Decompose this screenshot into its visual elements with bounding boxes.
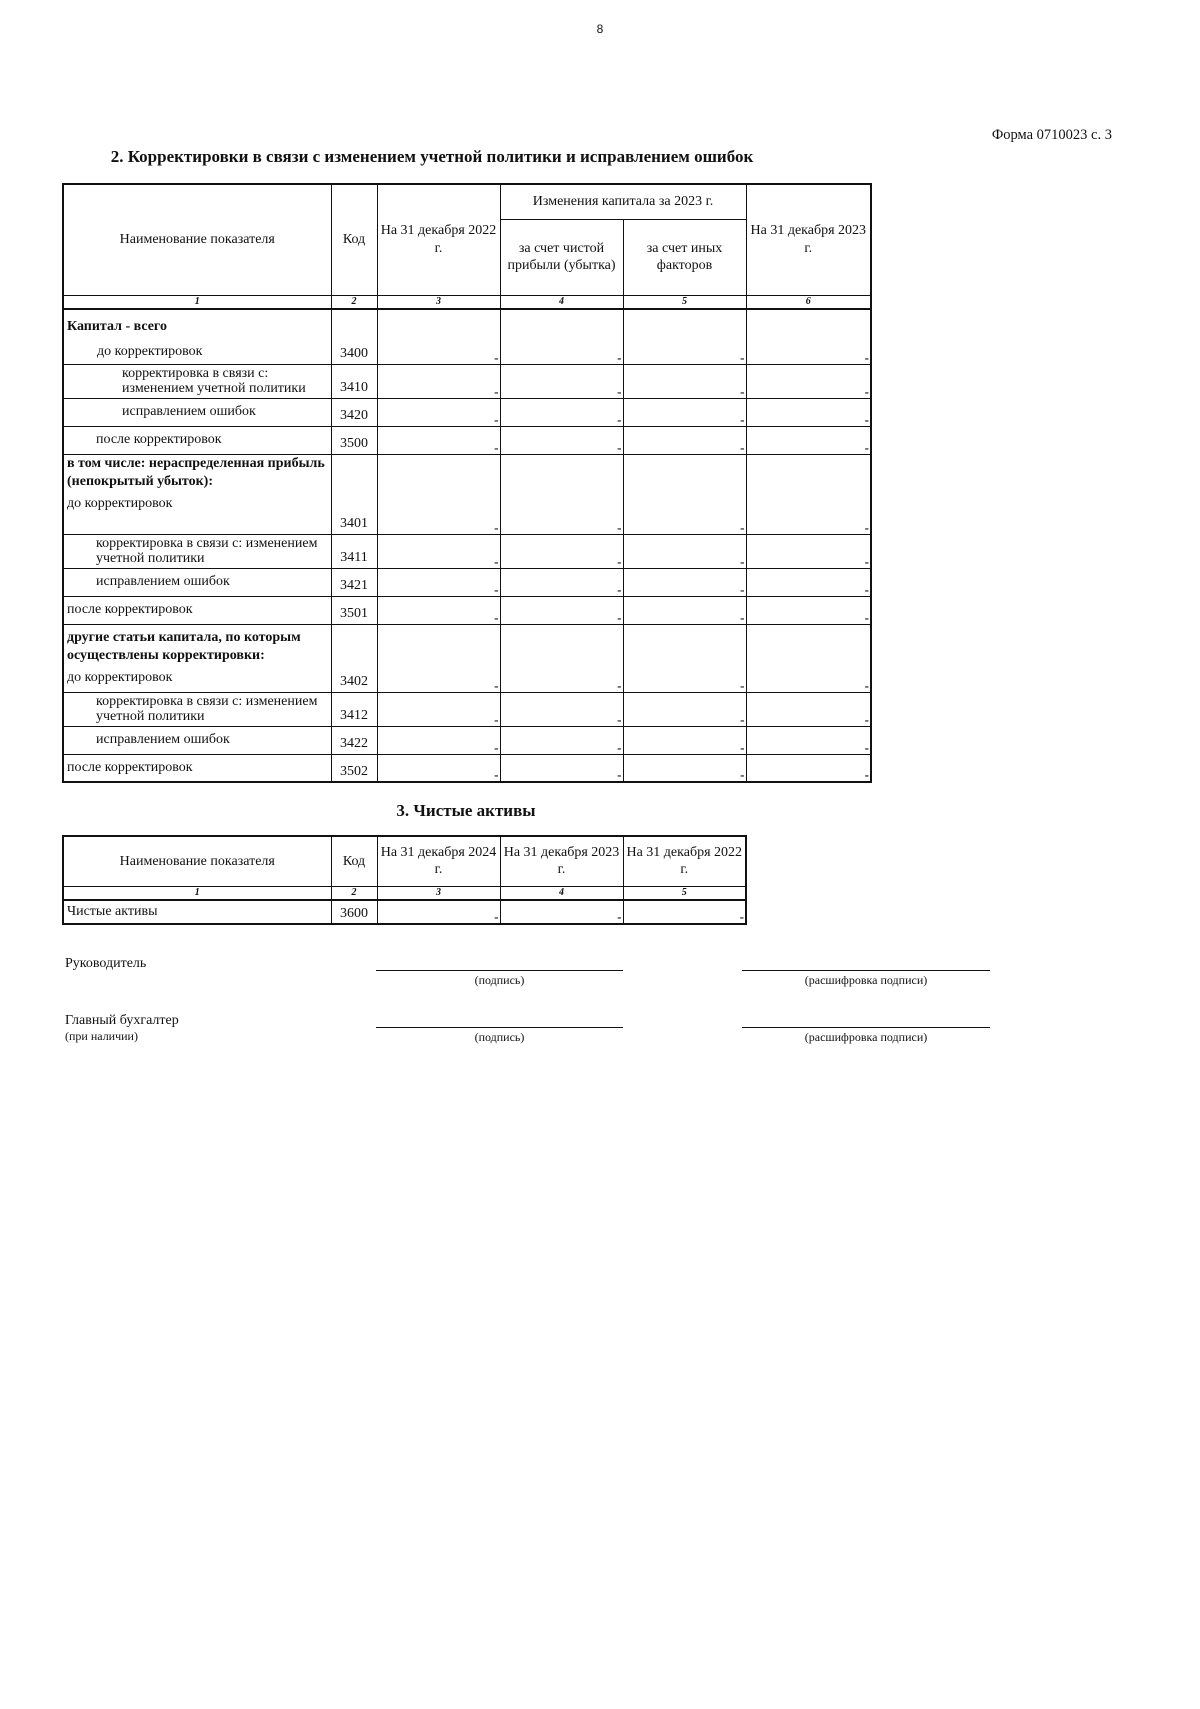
form-reference: Форма 0710023 с. 3 [991,127,1112,143]
cell-value: - [500,309,623,364]
cell-value: - [377,692,500,726]
column-number: 2 [331,295,377,309]
row-code: 3420 [331,398,377,426]
row-code: 3400 [331,309,377,364]
header-other-factors: за счет иных факторов [623,219,746,295]
cell-value: - [500,692,623,726]
cell-value: - [746,364,871,398]
cell-value: - [500,596,623,624]
cell-value: - [746,426,871,454]
corrections-table [62,183,872,783]
cell-value: - [377,900,500,924]
column-numbers-row [63,295,871,309]
header-dec-2023: На 31 декабря 2023 г. [500,836,623,886]
row-label: до корректировок [67,496,173,512]
cell-value: - [500,726,623,754]
cell-value: - [377,596,500,624]
header-dec-2023: На 31 декабря 2023 г. [746,184,871,295]
column-number: 4 [500,295,623,309]
table-row [63,309,871,364]
cell-value: - [623,754,746,782]
cell-value: - [377,426,500,454]
row-code: 3600 [331,900,377,924]
cell-value: - [377,754,500,782]
cell-value: - [623,568,746,596]
table-row [63,900,746,924]
row-label: исправлением ошибок [63,568,331,596]
cell-value: - [623,900,746,924]
cell-value: - [623,726,746,754]
row-code: 3502 [331,754,377,782]
decoding-caption: (расшифровка подписи) [804,973,928,987]
row-label: исправлением ошибок [63,398,331,426]
cell-value: - [623,624,746,692]
header-net-profit: за счет чистой прибыли (убытка) [500,219,623,295]
cell-value: - [377,364,500,398]
director-decoding-line [742,970,990,971]
group-retained-earnings: в том числе: нераспределенная прибыль (непокрытый убыток): [67,455,325,489]
row-label: корректировка в связи с: изменением учетной политики [63,364,331,398]
table-row [63,692,871,726]
cell-value: - [746,534,871,568]
table-row [63,596,871,624]
table-row [63,754,871,782]
column-number: 3 [377,886,500,900]
group-other-items: другие статьи капитала, по которым осуществлены корректировки: [67,629,301,663]
table-row [63,364,871,398]
cell-value: - [377,398,500,426]
cell-value: - [746,398,871,426]
table-row [63,726,871,754]
row-code: 3402 [331,624,377,692]
cell-value: - [623,454,746,534]
row-code: 3500 [331,426,377,454]
row-label: исправлением ошибок [63,726,331,754]
cell-value: - [377,624,500,692]
signature-caption: (подпись) [474,973,525,987]
column-number: 1 [63,295,331,309]
table-row [63,454,871,534]
table-row [63,426,871,454]
page-number: 8 [596,22,604,36]
column-number: 6 [746,295,871,309]
column-number: 1 [63,886,331,900]
row-code: 3501 [331,596,377,624]
header-code: Код [331,184,377,295]
if-any-note: (при наличии) [65,1029,138,1043]
decoding-caption: (расшифровка подписи) [804,1030,928,1044]
column-number: 5 [623,886,746,900]
accountant-signature-line [376,1027,623,1028]
cell-value: - [500,364,623,398]
table-row [63,398,871,426]
column-numbers-row [63,886,746,900]
cell-value: - [623,309,746,364]
cell-value: - [500,398,623,426]
table-row [63,568,871,596]
accountant-decoding-line [742,1027,990,1028]
column-number: 5 [623,295,746,309]
row-code: 3411 [331,534,377,568]
row-label: корректировка в связи с: изменением учетной политики [63,534,331,568]
header-dec-2024: На 31 декабря 2024 г. [377,836,500,886]
cell-value: - [377,309,500,364]
cell-value: - [377,454,500,534]
cell-value: - [377,726,500,754]
cell-value: - [500,754,623,782]
chief-accountant-label: Главный бухгалтер [65,1013,179,1028]
header-changes-group: Изменения капитала за 2023 г. [500,184,746,219]
cell-value: - [623,398,746,426]
header-dec-2022: На 31 декабря 2022 г. [623,836,746,886]
cell-value: - [623,426,746,454]
cell-value: - [746,726,871,754]
table-row [63,534,871,568]
row-label: до корректировок [67,670,173,686]
column-number: 2 [331,886,377,900]
row-label: после корректировок [63,426,331,454]
cell-value: - [746,692,871,726]
cell-value: - [746,568,871,596]
group-capital-total: Капитал - всего [67,318,167,334]
row-label: после корректировок [63,596,331,624]
header-name: Наименование показателя [63,836,331,886]
row-code: 3410 [331,364,377,398]
cell-value: - [500,568,623,596]
table-row [63,624,871,692]
cell-value: - [623,692,746,726]
cell-value: - [500,454,623,534]
cell-value: - [746,596,871,624]
director-label: Руководитель [65,956,147,971]
row-code: 3421 [331,568,377,596]
header-code: Код [331,836,377,886]
cell-value: - [746,754,871,782]
row-label: до корректировок [97,344,203,359]
row-label: Чистые активы [63,900,331,924]
cell-value: - [623,534,746,568]
cell-value: - [500,900,623,924]
section3-title: 3. Чистые активы [396,801,536,820]
cell-value: - [746,624,871,692]
cell-value: - [500,534,623,568]
row-label: после корректировок [63,754,331,782]
header-name: Наименование показателя [63,184,331,295]
cell-value: - [377,568,500,596]
cell-value: - [500,624,623,692]
row-label: корректировка в связи с: изменением учетной политики [63,692,331,726]
cell-value: - [377,534,500,568]
director-signature-line [376,970,623,971]
section2-title: 2. Корректировки в связи с изменением учетной политики и исправлением ошибок [110,147,754,166]
net-assets-table [62,835,747,925]
row-code: 3412 [331,692,377,726]
header-dec-2022: На 31 декабря 2022 г. [377,184,500,295]
cell-value: - [746,454,871,534]
row-code: 3422 [331,726,377,754]
cell-value: - [746,309,871,364]
row-code: 3401 [331,454,377,534]
column-number: 4 [500,886,623,900]
column-number: 3 [377,295,500,309]
cell-value: - [500,426,623,454]
signature-caption: (подпись) [474,1030,525,1044]
cell-value: - [623,364,746,398]
cell-value: - [623,596,746,624]
